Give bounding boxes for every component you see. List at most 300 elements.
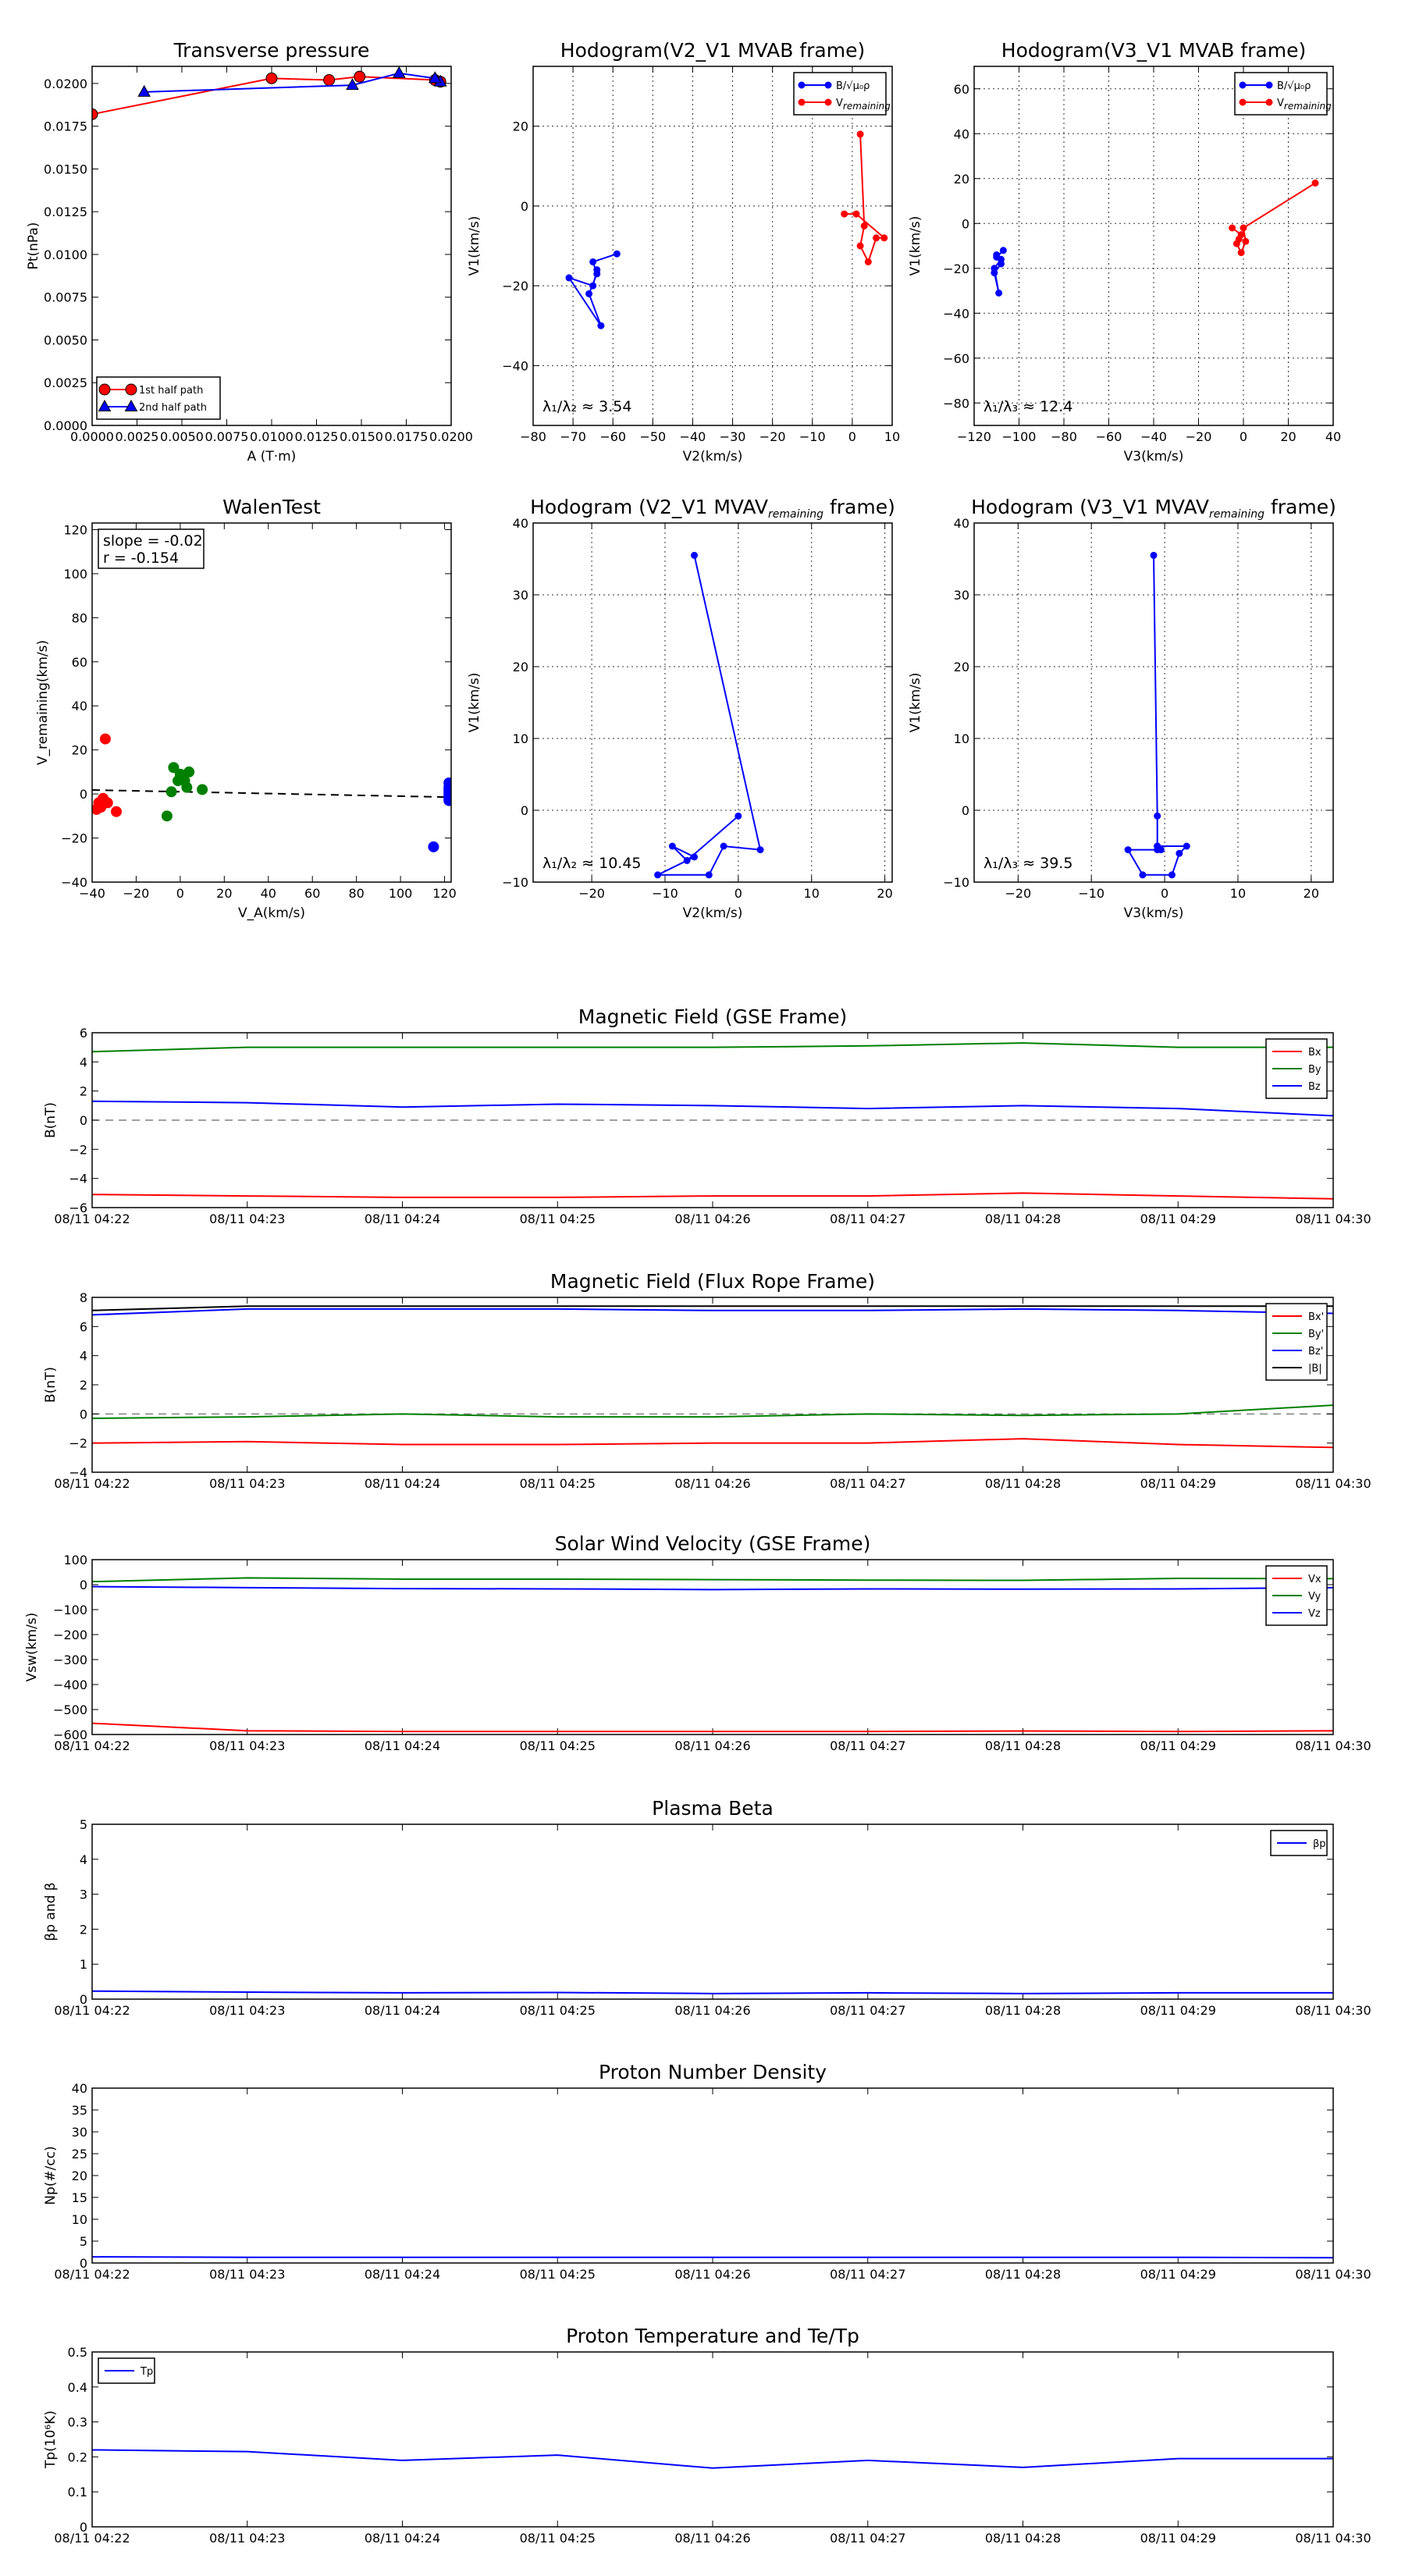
y-tick-label: 0 [79, 1407, 87, 1422]
x-tick-label: −100 [1001, 429, 1037, 444]
y-tick-label: −300 [53, 1653, 87, 1667]
legend-label [1308, 1574, 1321, 1585]
y-tick-label: 2 [79, 1083, 87, 1099]
legend-label [1308, 1346, 1323, 1357]
stats-label: r = -0.154 [103, 550, 180, 567]
x-tick-label: 08/11 04:28 [984, 1476, 1062, 1491]
series-line-0 [92, 2257, 1333, 2258]
plot-frame [92, 66, 451, 425]
data-point [757, 847, 763, 853]
y-tick-label: 1 [79, 1957, 87, 1973]
legend-marker [1266, 82, 1272, 88]
x-tick-label: 08/11 04:22 [54, 1476, 130, 1491]
y-tick-label: 60 [71, 654, 87, 670]
x-tick-label: 08/11 04:24 [364, 1212, 441, 1226]
y-tick-label: −100 [53, 1603, 87, 1617]
y-tick-label: 60 [953, 81, 969, 97]
series-line-0 [92, 1439, 1333, 1447]
data-point [1238, 250, 1244, 256]
legend-label [1308, 1591, 1321, 1603]
y-axis-label: βp and β [43, 1882, 59, 1941]
series-line-2 [92, 1309, 1333, 1315]
chart-title-main: Proton Number Density [599, 2061, 827, 2083]
legend-label [1313, 1838, 1326, 1850]
legend-label [139, 385, 203, 397]
data-point [735, 813, 742, 819]
series-line-2 [92, 1101, 1333, 1116]
data-point [1183, 843, 1190, 849]
plot-frame [533, 523, 892, 882]
x-tick-label: 08/11 04:30 [1295, 1738, 1371, 1753]
x-axis-label: V2(km/s) [682, 906, 743, 921]
x-tick-label: 08/11 04:29 [1140, 2531, 1216, 2546]
x-tick-label: 08/11 04:26 [674, 1476, 751, 1491]
data-point [841, 211, 848, 217]
x-tick-label: 0 [1160, 886, 1169, 901]
y-tick-label: −200 [53, 1628, 87, 1642]
data-point [1125, 847, 1131, 853]
legend-label-text: B/√μ₀ρ [836, 80, 870, 92]
plot-frame [92, 2352, 1333, 2527]
data-layer [92, 2257, 1333, 2258]
x-tick-label: −40 [1140, 429, 1167, 444]
chart-title [173, 39, 370, 62]
y-tick-label: 0 [79, 787, 87, 802]
chart-transverse-pressure [26, 39, 473, 464]
data-point [1229, 225, 1236, 231]
y-tick-label: 30 [953, 588, 969, 603]
series-line-1 [92, 1405, 1333, 1418]
y-tick-label: 30 [71, 2125, 87, 2140]
legend-marker [825, 82, 831, 88]
data-point [1238, 232, 1244, 238]
y-tick-label: 20 [953, 171, 969, 187]
data-point [166, 787, 176, 797]
y-tick-label: 0.2 [67, 2450, 87, 2465]
x-tick-label: 08/11 04:22 [54, 2003, 130, 2018]
x-tick-label: 0.0025 [115, 429, 159, 444]
x-tick-label: 08/11 04:25 [519, 1738, 596, 1753]
legend-label-text: By' [1308, 1329, 1325, 1340]
y-tick-label: 8 [79, 1290, 87, 1305]
legend-marker [1240, 99, 1246, 105]
y-tick-label: −500 [53, 1703, 87, 1717]
x-tick-label: 08/11 04:30 [1295, 2003, 1371, 2018]
y-tick-label: 40 [71, 699, 87, 714]
chart-title [971, 496, 1336, 521]
x-tick-label: −10 [799, 429, 826, 444]
series-line-2 [92, 1587, 1333, 1590]
data-point [692, 552, 698, 558]
data-point [994, 252, 1000, 258]
x-tick-label: 08/11 04:24 [364, 1738, 441, 1753]
data-point [594, 267, 600, 273]
legend-marker [825, 99, 831, 105]
data-point [429, 841, 439, 852]
x-tick-label: −80 [1051, 429, 1077, 444]
chart-title [555, 1532, 871, 1555]
data-layer [566, 131, 887, 329]
x-tick-label: 08/11 04:22 [54, 1212, 130, 1226]
data-layer [991, 180, 1318, 297]
x-tick-label: 0.0125 [294, 429, 339, 444]
data-point [590, 258, 596, 265]
y-tick-label: 4 [79, 1348, 87, 1364]
y-axis-label: Pt(nPa) [26, 222, 41, 270]
y-tick-label: 0 [79, 2520, 87, 2535]
data-layer [655, 552, 763, 877]
x-tick-label: 08/11 04:26 [674, 1212, 751, 1226]
y-axis-label: V_remaining(km/s) [35, 639, 51, 766]
plot-frame [533, 66, 892, 425]
y-axis-label: B(nT) [43, 1366, 59, 1404]
y-tick-label: 0 [961, 803, 969, 818]
data-point [102, 798, 112, 808]
data-point [857, 243, 863, 249]
y-tick-label: 2 [79, 1922, 87, 1937]
data-point [354, 71, 365, 82]
x-tick-label: −30 [719, 429, 746, 444]
y-tick-label: 100 [63, 1553, 87, 1567]
legend-label [836, 80, 870, 92]
chart-title-main: Hodogram(V2_V1 MVAB frame) [560, 39, 866, 62]
data-point [853, 211, 859, 217]
chart-title-subscript: remaining [768, 508, 824, 521]
y-tick-label: 10 [512, 731, 528, 746]
x-tick-label: 08/11 04:23 [209, 2531, 286, 2546]
data-point [996, 290, 1002, 296]
y-axis-label: Np(#/cc) [43, 2146, 59, 2205]
plot-frame [92, 1297, 1333, 1472]
plot-frame [92, 1824, 1333, 1999]
x-tick-label: 08/11 04:25 [519, 2531, 596, 2546]
data-point [1154, 843, 1161, 849]
chart-title [599, 2061, 827, 2083]
y-tick-label: −20 [943, 261, 969, 276]
y-tick-label: −60 [943, 350, 969, 366]
y-tick-label: 20 [512, 119, 528, 134]
y-tick-label: −2 [69, 1142, 87, 1158]
y-tick-label: 3 [79, 1887, 87, 1902]
x-tick-label: 08/11 04:24 [364, 2003, 441, 2018]
y-tick-label: −40 [943, 306, 969, 322]
chart-proton-temperature [43, 2325, 1371, 2546]
x-tick-label: 08/11 04:26 [674, 2531, 751, 2546]
y-tick-label: 0 [520, 198, 528, 214]
x-tick-label: −40 [79, 886, 105, 901]
legend-label [1277, 80, 1311, 92]
x-tick-label: 40 [1325, 429, 1342, 444]
series-line-1 [92, 1578, 1333, 1582]
x-tick-label: 08/11 04:28 [984, 2531, 1062, 2546]
data-point [706, 872, 712, 878]
chart-title-main: Proton Temperature and Te/Tp [566, 2325, 859, 2347]
y-tick-label: 2 [79, 1378, 87, 1393]
eigenvalue-ratio-label: λ₁/λ₂ ≈ 3.54 [542, 398, 632, 415]
x-tick-label: −20 [1005, 886, 1032, 901]
y-tick-label: −2 [69, 1436, 87, 1451]
data-point [1140, 872, 1146, 878]
x-tick-label: 10 [884, 429, 901, 444]
y-tick-label: 30 [512, 588, 528, 603]
y-tick-label: −600 [53, 1727, 87, 1742]
legend-label-text: Bz [1308, 1081, 1321, 1093]
legend-label-text: Bx' [1308, 1311, 1325, 1323]
y-tick-label: −80 [943, 396, 969, 411]
x-tick-label: −10 [1078, 886, 1105, 901]
x-tick-label: 08/11 04:25 [519, 1476, 596, 1491]
chart-title-main: Hodogram (V3_V1 MVAV [971, 496, 1210, 518]
data-point [1154, 813, 1161, 819]
x-tick-label: 08/11 04:24 [364, 1476, 441, 1491]
x-tick-label: −20 [1185, 429, 1212, 444]
data-point [173, 776, 183, 786]
data-point [1240, 225, 1247, 231]
x-tick-label: 08/11 04:23 [209, 1738, 286, 1753]
data-point [590, 283, 596, 289]
data-layer [92, 1043, 1333, 1199]
series-line-1 [845, 134, 884, 262]
y-axis-label: V1(km/s) [467, 215, 482, 276]
data-point [873, 235, 880, 241]
legend-label-text: Vx [1308, 1574, 1321, 1585]
legend-marker [799, 99, 805, 105]
data-point [138, 86, 150, 97]
x-axis-label: A (T·m) [247, 449, 297, 464]
x-tick-label: 08/11 04:27 [830, 2267, 906, 2282]
y-tick-label: −40 [61, 875, 87, 890]
y-tick-label: 20 [71, 742, 87, 758]
chart-hodogram-v2v1-mvab [467, 39, 900, 464]
series-line-0 [1128, 555, 1186, 874]
y-axis-label: B(nT) [43, 1101, 59, 1139]
chart-title-main: Transverse pressure [173, 39, 370, 62]
legend-label [1308, 1363, 1322, 1375]
x-tick-label: 20 [1280, 429, 1297, 444]
y-tick-label: −4 [69, 1465, 87, 1480]
x-tick-label: 08/11 04:29 [1140, 1212, 1216, 1226]
legend-marker [1240, 82, 1246, 88]
legend-label-text: Vz [1308, 1608, 1321, 1620]
y-tick-label: 0 [79, 1992, 87, 2007]
legend-label-text: βp [1313, 1838, 1326, 1850]
x-axis-label: V_A(km/s) [237, 906, 306, 921]
x-tick-label: 10 [803, 886, 820, 901]
x-tick-label: 0.0100 [250, 429, 293, 444]
legend-label [1308, 1329, 1324, 1340]
x-tick-label: 08/11 04:29 [1140, 2267, 1216, 2282]
data-point [614, 251, 620, 257]
legend-label-text: |B| [1308, 1363, 1322, 1375]
data-point [1176, 850, 1183, 856]
stats-label: slope = -0.02 [103, 532, 203, 550]
y-tick-label: 10 [953, 731, 969, 746]
x-tick-label: −40 [679, 429, 706, 444]
chart-title-main: Magnetic Field (Flux Rope Frame) [550, 1270, 876, 1293]
legend-label-subscript: remaining [842, 101, 891, 112]
x-tick-label: −120 [957, 429, 991, 444]
x-tick-label: 08/11 04:30 [1295, 2267, 1371, 2282]
chart-magnetic-field-gse [43, 1005, 1371, 1226]
x-tick-label: 08/11 04:27 [830, 2531, 906, 2546]
data-layer [87, 67, 446, 120]
x-tick-label: 08/11 04:22 [54, 1738, 130, 1753]
data-layer [92, 2450, 1333, 2467]
x-tick-label: 60 [304, 886, 321, 901]
data-point [100, 734, 110, 744]
data-point [684, 857, 690, 863]
y-tick-label: 5 [79, 2234, 87, 2249]
plot-frame [92, 2088, 1333, 2263]
x-tick-label: 0 [1239, 429, 1248, 444]
x-tick-label: 08/11 04:28 [984, 1212, 1062, 1226]
x-tick-label: −60 [599, 429, 627, 444]
y-tick-label: 20 [953, 660, 969, 674]
data-point [881, 235, 887, 241]
data-point [112, 806, 122, 817]
y-tick-label: 0.0200 [44, 76, 87, 91]
x-tick-label: 08/11 04:22 [54, 2267, 130, 2282]
chart-title-suffix: frame) [823, 496, 895, 518]
y-tick-label: 0.0150 [44, 162, 87, 177]
plot-frame [92, 523, 451, 882]
chart-title-suffix: frame) [1264, 496, 1336, 518]
x-tick-label: 08/11 04:23 [209, 2003, 286, 2018]
data-point [865, 258, 871, 265]
data-layer [1125, 552, 1190, 877]
y-tick-label: 40 [71, 2081, 87, 2096]
x-tick-label: 08/11 04:24 [364, 2267, 441, 2282]
legend-label [1308, 1081, 1321, 1093]
y-tick-label: 0.5 [67, 2345, 87, 2360]
chart-title [222, 496, 321, 518]
y-tick-label: −6 [69, 1201, 87, 1215]
x-tick-label: −50 [639, 429, 667, 444]
x-tick-label: 08/11 04:27 [830, 1476, 906, 1491]
x-tick-label: 0.0175 [384, 429, 429, 444]
legend-marker [799, 82, 805, 88]
x-tick-label: 0 [848, 429, 856, 444]
x-tick-label: 08/11 04:26 [674, 1738, 751, 1753]
legend-label-text: V [836, 98, 843, 109]
series-line-0 [92, 1193, 1333, 1198]
data-point [1151, 552, 1157, 558]
x-tick-label: −70 [560, 429, 586, 444]
y-tick-label: 0 [79, 1578, 87, 1592]
data-point [566, 275, 572, 281]
chart-title-main: Solar Wind Velocity (GSE Frame) [554, 1532, 871, 1555]
x-tick-label: 0.0075 [205, 429, 249, 444]
data-point [324, 75, 335, 86]
chart-title-main: Magnetic Field (GSE Frame) [578, 1005, 848, 1028]
y-tick-label: 0 [79, 2256, 87, 2271]
legend-label-text: 2nd half path [139, 402, 207, 414]
x-axis-label: V3(km/s) [1123, 449, 1184, 464]
x-tick-label: 80 [348, 886, 365, 901]
y-tick-label: 0.0025 [44, 375, 87, 391]
x-tick-label: 20 [1303, 886, 1320, 901]
y-tick-label: −10 [502, 875, 528, 890]
x-tick-label: 10 [1229, 886, 1247, 901]
data-point [1168, 872, 1175, 878]
data-point [1312, 180, 1318, 187]
chart-plasma-beta [43, 1797, 1371, 2018]
legend-label-text: Tp [140, 2366, 154, 2378]
data-point [861, 222, 867, 229]
y-tick-label: 100 [63, 566, 87, 582]
x-tick-label: 08/11 04:25 [519, 1212, 596, 1226]
y-tick-label: 20 [71, 2169, 87, 2183]
x-tick-label: 08/11 04:29 [1140, 1738, 1216, 1753]
eigenvalue-ratio-label: λ₁/λ₂ ≈ 10.45 [542, 855, 642, 872]
y-axis-label: Vsw(km/s) [24, 1612, 40, 1682]
data-point [720, 843, 727, 849]
x-tick-label: 08/11 04:28 [984, 1738, 1062, 1753]
x-tick-label: 20 [877, 886, 893, 901]
x-tick-label: −10 [652, 886, 678, 901]
x-tick-label: −60 [1095, 429, 1122, 444]
x-tick-label: 120 [432, 886, 457, 901]
x-tick-label: −80 [520, 429, 546, 444]
data-point [91, 804, 101, 814]
y-tick-label: 0.1 [67, 2485, 87, 2500]
data-point [1000, 247, 1006, 254]
x-tick-label: 0 [734, 886, 742, 901]
x-tick-label: 08/11 04:29 [1140, 1476, 1216, 1491]
y-tick-label: 4 [79, 1852, 87, 1867]
x-tick-label: −20 [759, 429, 786, 444]
x-tick-label: 0.0050 [160, 429, 204, 444]
y-tick-label: 40 [953, 126, 969, 142]
legend-label [1308, 1064, 1321, 1076]
chart-hodogram-v3v1-mvav [908, 496, 1336, 921]
data-layer [92, 1306, 1333, 1447]
legend-label-text: Bz' [1308, 1346, 1324, 1357]
data-point [1243, 238, 1249, 244]
y-tick-label: 0.0050 [44, 333, 87, 348]
y-tick-label: 4 [79, 1055, 87, 1070]
data-point [586, 290, 592, 297]
x-tick-label: 08/11 04:22 [54, 2531, 130, 2546]
x-tick-label: 08/11 04:27 [830, 1738, 906, 1753]
chart-title-subscript: remaining [1209, 508, 1265, 521]
chart-hodogram-v2v1-mvav [467, 496, 895, 921]
x-tick-label: 08/11 04:25 [519, 2003, 596, 2018]
data-point [655, 872, 661, 878]
data-point [444, 785, 454, 795]
y-axis-label: Tp(10⁶K) [43, 2410, 59, 2469]
y-axis-label: V1(km/s) [908, 672, 923, 733]
y-tick-label: 0 [961, 216, 969, 232]
y-tick-label: 35 [71, 2103, 87, 2118]
series-line-1 [92, 1043, 1333, 1051]
x-tick-label: −20 [123, 886, 150, 901]
legend-label [140, 2366, 153, 2378]
chart-solar-wind-velocity [24, 1532, 1371, 1753]
eigenvalue-ratio-label: λ₁/λ₃ ≈ 39.5 [984, 855, 1073, 872]
data-point [598, 322, 604, 329]
x-tick-label: 08/11 04:28 [984, 2003, 1062, 2018]
data-point [857, 131, 863, 137]
y-tick-label: 40 [512, 516, 528, 531]
chart-title [578, 1005, 847, 1028]
series-line-0 [92, 1991, 1333, 1994]
y-tick-label: −400 [53, 1678, 87, 1692]
chart-title-main: Hodogram (V2_V1 MVAV [530, 496, 769, 518]
data-layer [92, 1991, 1333, 1994]
x-tick-label: 08/11 04:27 [830, 2003, 906, 2018]
series-line-0 [92, 2450, 1333, 2467]
